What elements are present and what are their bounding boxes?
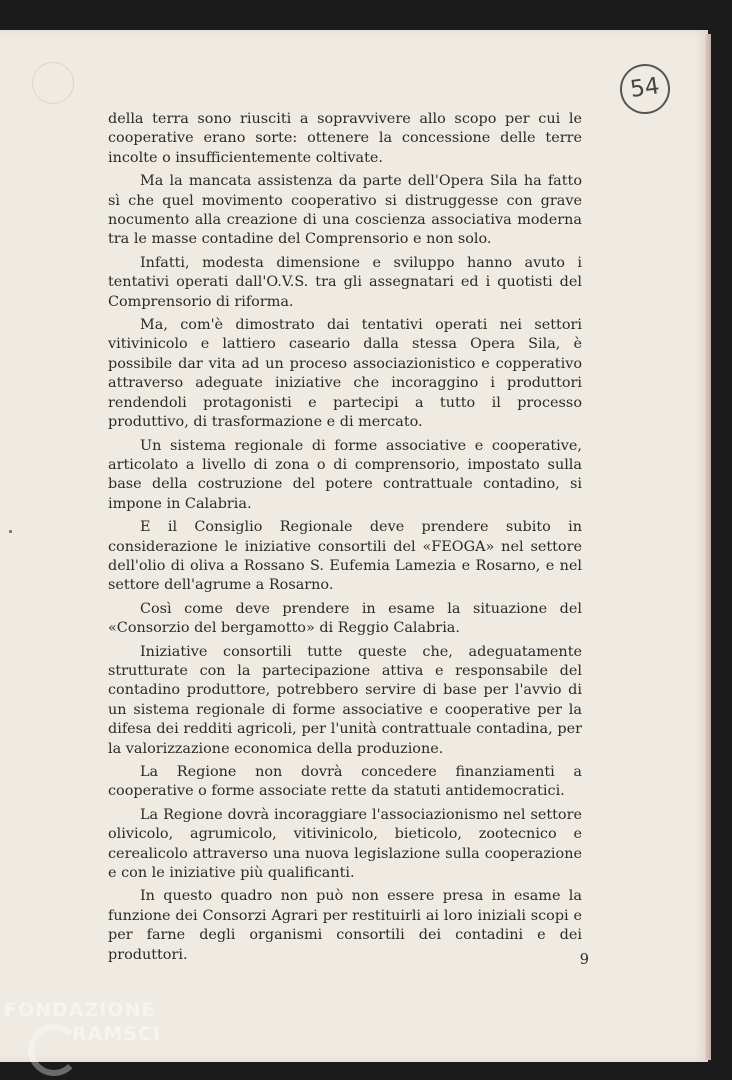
watermark-line-1: FONDAZIONE (4, 999, 156, 1021)
paragraph: Così come deve prendere in esame la situazione del «Consorzio del bergamotto» di Reggio Calabria. (108, 600, 582, 637)
paragraph: La Regione non dovrà concedere finanziamenti a cooperative o forme associate rette da statuti antidemocratici. (108, 764, 582, 800)
paragraph: Iniziative consortili tutte queste che, adeguatamente strutturate con la partecipazione attiva e responsabile del contadino produttore, potrebbero servire di base per l'avvio di un sistema regionale di forme associative e cooperative per la difesa dei redditi agricoli, per l'unità contrattuale contadina, per la valorizzazione economica della produzione. (108, 643, 582, 757)
paragraph: della terra sono riusciti a sopravvivere allo scopo per cui le cooperative erano sorte: ottenere la concessione delle terre incolte o insufficientemente coltivate. (108, 111, 582, 166)
page-edge (705, 34, 711, 1060)
paragraph: E il Consiglio Regionale deve prendere subito in considerazione le iniziative consortili del «FEOGA» nel settore dell'olio di oliva a Rossano S. Eufemia Lamezia e Rosarno, e nel settore dell'agrume a Rosarno. (108, 519, 582, 594)
watermark (4, 998, 161, 1046)
faded-stamp (32, 62, 74, 104)
paragraph: Infatti, modesta dimensione e sviluppo hanno avuto i tentativi operati dall'O.V.S. tra gli assegnatari ed i quotisti del Comprensorio di riforma. (108, 254, 582, 310)
paragraph: In questo quadro non può non essere presa in esame la funzione dei Consorzi Agrari per restituirli ai loro iniziali scopi e per farne degli organismi consortili dei contadini e dei produttori. (108, 888, 582, 963)
paragraph: La Regione dovrà incoraggiare l'associazionismo nel settore olivicolo, agrumicolo, vitivinicolo, bieticolo, zootecnico e cerealicolo attraverso una nuova legislazione sulla cooperazione e con le iniziative più qualificanti. (108, 806, 582, 882)
paragraph: Ma la mancata assistenza da parte dell'Opera Sila ha fatto sì che quel movimento cooperativo si distruggesse con grave nocumento alla creazione di una coscienza associativa moderna tra le masse contadine del Comprensorio e non solo. (108, 173, 582, 248)
body-text (108, 110, 582, 969)
paragraph: Ma, com'è dimostrato dai tentativi operati nei settori vitivinicolo e lattiero caseario dalla stessa Opera Sila, è possibile dar vita ad un proceso associazionistico e copperativo attraverso adeguate iniziative che incoraggino i produttori rendendoli protagonisti e partecipi a tutto il processo produttivo, di trasformazione e di mercato. (108, 317, 582, 431)
paragraph: Un sistema regionale di forme associative e cooperative, articolato a livello di zona o di comprensorio, impostato sulla base della costruzione del potere contrattuale contadino, si impone in Calabria. (108, 437, 582, 512)
archive-number-stamp: 54 (617, 61, 673, 117)
margin-mark (9, 530, 12, 533)
page-number: 9 (579, 952, 589, 968)
watermark-line-2: RAMSCI (72, 1023, 161, 1045)
